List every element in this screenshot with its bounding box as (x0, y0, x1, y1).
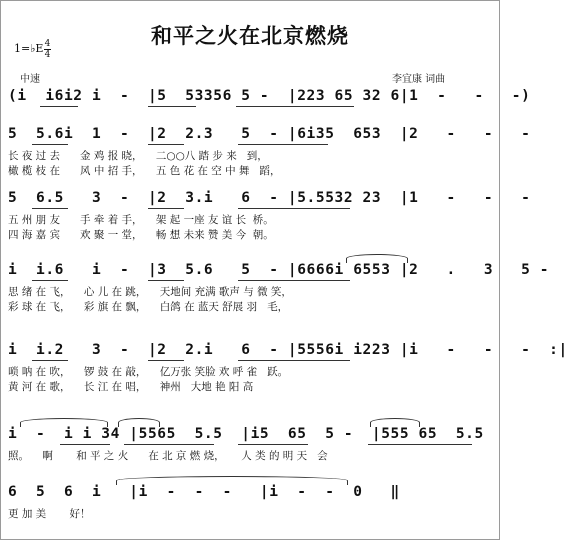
slur (370, 418, 420, 427)
lyrics-row-2-verse-2: 四 海 嘉 宾 欢 聚 一 堂， 畅 想 未来 赞 美 今 朝。 (8, 229, 274, 241)
lyrics-row-1-verse-2: 橄 榄 枝 在 风 中 招 手， 五 色 花 在 空 中 舞 蹈， (8, 165, 281, 177)
lyrics-row-3-verse-1: 思 绪 在 飞， 心 儿 在 跳， 天地间 充满 歌声 与 微 笑， (8, 286, 292, 298)
beam-line (238, 360, 350, 361)
song-title: 和平之火在北京燃烧 (151, 23, 349, 48)
slur (118, 418, 160, 427)
beam-line (124, 444, 214, 445)
beam-line (32, 360, 68, 361)
lyrics-row-3-verse-2: 彩 球 在 飞， 彩 旗 在 飘， 白鸽 在 蓝天 舒展 羽 毛， (8, 301, 289, 313)
notation-row-5: i - i i 34 |5565 5.5 |i5 65 5 - |555 65 5.5 (8, 426, 484, 442)
time-signature (44, 40, 51, 59)
beam-line (238, 144, 328, 145)
slur (116, 476, 348, 485)
beam-line (236, 106, 354, 107)
slur (346, 254, 408, 263)
song-credit: 李宜康 词曲 (392, 74, 446, 85)
lyrics-row-1-verse-1: 长 夜 过 去 金 鸡 报 晓， 二○○八 踏 步 来 到， (8, 150, 268, 162)
beam-line (32, 144, 68, 145)
time-signature-top: 4 (44, 39, 51, 49)
beam-line (40, 106, 78, 107)
time-signature-bottom: 4 (44, 50, 51, 60)
beam-line (368, 444, 472, 445)
beam-line (148, 144, 184, 145)
notation-row-1: 5 5.6i 1 - |2 2.3 5 - |6i35 653 |2 - - - (8, 126, 531, 142)
beam-line (238, 280, 350, 281)
key-signature: 1=♭E (14, 42, 44, 55)
beam-line (238, 208, 350, 209)
lyrics-row-5: 照。 啊 和 平 之 火 在 北 京 燃 烧， 人 类 的 明 天 会 (8, 450, 328, 462)
notation-row-3: i i.6 i - |3 5.6 5 - |6666i 6553 |2 . 3 5 - (8, 262, 550, 278)
tempo-marking: 中速 (20, 74, 40, 85)
lyrics-row-6: 更 加 美 好！ (8, 508, 91, 520)
lyrics-row-4-verse-1: 唢 呐 在 吹， 锣 鼓 在 敲， 亿万张 笑脸 欢 呼 雀 跃。 (8, 366, 289, 378)
notation-row-intro: (i i6i2 i - |5 53356 5 - |223 65 32 6|1 - - -) (8, 88, 531, 104)
beam-line (148, 208, 184, 209)
beam-line (238, 444, 308, 445)
beam-line (148, 106, 196, 107)
lyrics-row-4-verse-2: 黄 河 在 歌， 长 江 在 唱， 神州 大地 艳 阳 高 (8, 381, 254, 393)
notation-row-6: 6 5 6 i |i - - - |i - - 0 ‖ (8, 484, 400, 500)
beam-line (148, 360, 184, 361)
beam-line (60, 444, 110, 445)
beam-line (32, 280, 68, 281)
lyrics-row-2-verse-1: 五 州 朋 友 手 牵 着 手， 架 起 一座 友 谊 长 桥。 (8, 214, 274, 226)
slur (20, 418, 108, 427)
notation-row-4: i i.2 3 - |2 2.i 6 - |5556i i223 |i - - - :| (8, 342, 568, 358)
notation-row-2: 5 6.5 3 - |2 3.i 6 - |5.5532 23 |1 - - - (8, 190, 531, 206)
beam-line (148, 280, 184, 281)
beam-line (32, 208, 68, 209)
